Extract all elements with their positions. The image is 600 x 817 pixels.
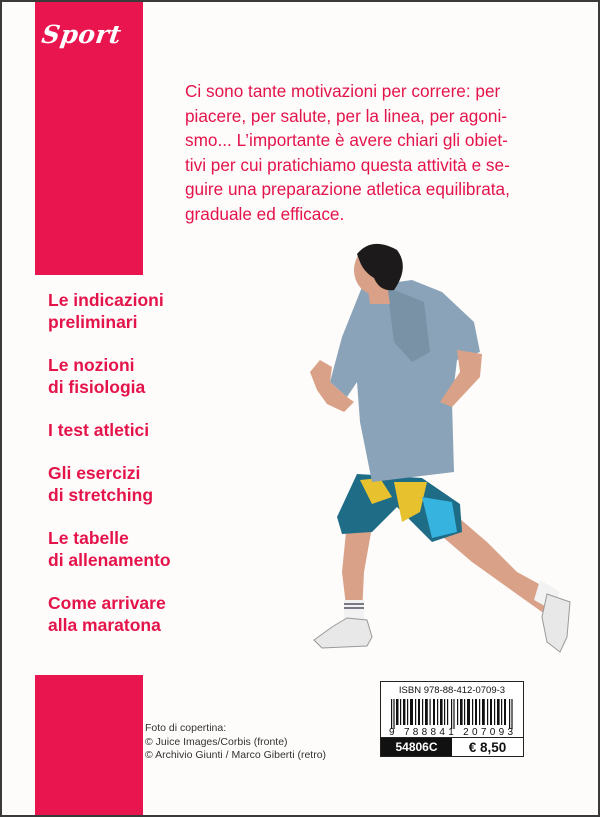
chapter-line: Le tabelle <box>48 528 129 548</box>
red-bar-bottom <box>35 675 143 817</box>
chapter-item <box>48 462 248 506</box>
chapter-item <box>48 592 248 636</box>
chapter-item <box>48 289 248 333</box>
price: € 8,50 <box>468 739 507 755</box>
barcode-box <box>380 681 524 757</box>
barcode-icon <box>391 699 515 729</box>
credit-line: © Juice Images/Corbis (fronte) <box>145 735 288 748</box>
chapter-line: preliminari <box>48 312 138 332</box>
chapter-line: di fisiologia <box>48 377 146 397</box>
intro-paragraph <box>185 79 585 227</box>
credit-line: Foto di copertina: <box>145 722 227 734</box>
intro-line: graduale ed efficace. <box>185 203 345 224</box>
intro-line: Ci sono tante motivazioni per correre: per <box>185 81 501 101</box>
chapter-line: I test atletici <box>48 420 150 440</box>
chapter-item <box>48 419 248 441</box>
chapter-line: di stretching <box>48 485 154 505</box>
price-row <box>381 737 523 756</box>
chapter-item <box>48 527 248 571</box>
credit-line: © Archivio Giunti / Marco Giberti (retro) <box>145 749 327 761</box>
chapter-line: Le nozioni <box>48 355 135 375</box>
photo-credits <box>145 722 326 763</box>
chapter-line: alla maratona <box>48 615 161 635</box>
chapter-list <box>48 289 248 657</box>
series-logo: Sport <box>39 20 124 49</box>
chapter-item <box>48 354 248 398</box>
intro-line: tivi per cui pratichiamo questa attività e se- <box>185 154 510 175</box>
chapter-line: di allenamento <box>48 550 171 570</box>
intro-line: guire una preparazione atletica equilibrata, <box>185 179 510 200</box>
intro-line: smo... L’importante è avere chiari gli obiet- <box>185 130 508 151</box>
barcode-digits: 9 788841 207093 <box>389 727 517 738</box>
product-code: 54806C <box>381 738 452 756</box>
chapter-line: Le indicazioni <box>48 290 164 310</box>
isbn-text: ISBN 978-88-412-0709-3 <box>398 685 506 696</box>
intro-line: piacere, per salute, per la linea, per agoni- <box>185 105 507 126</box>
chapter-line: Come arrivare <box>48 593 166 613</box>
runner-photo <box>302 242 572 662</box>
chapter-line: Gli esercizi <box>48 463 141 483</box>
